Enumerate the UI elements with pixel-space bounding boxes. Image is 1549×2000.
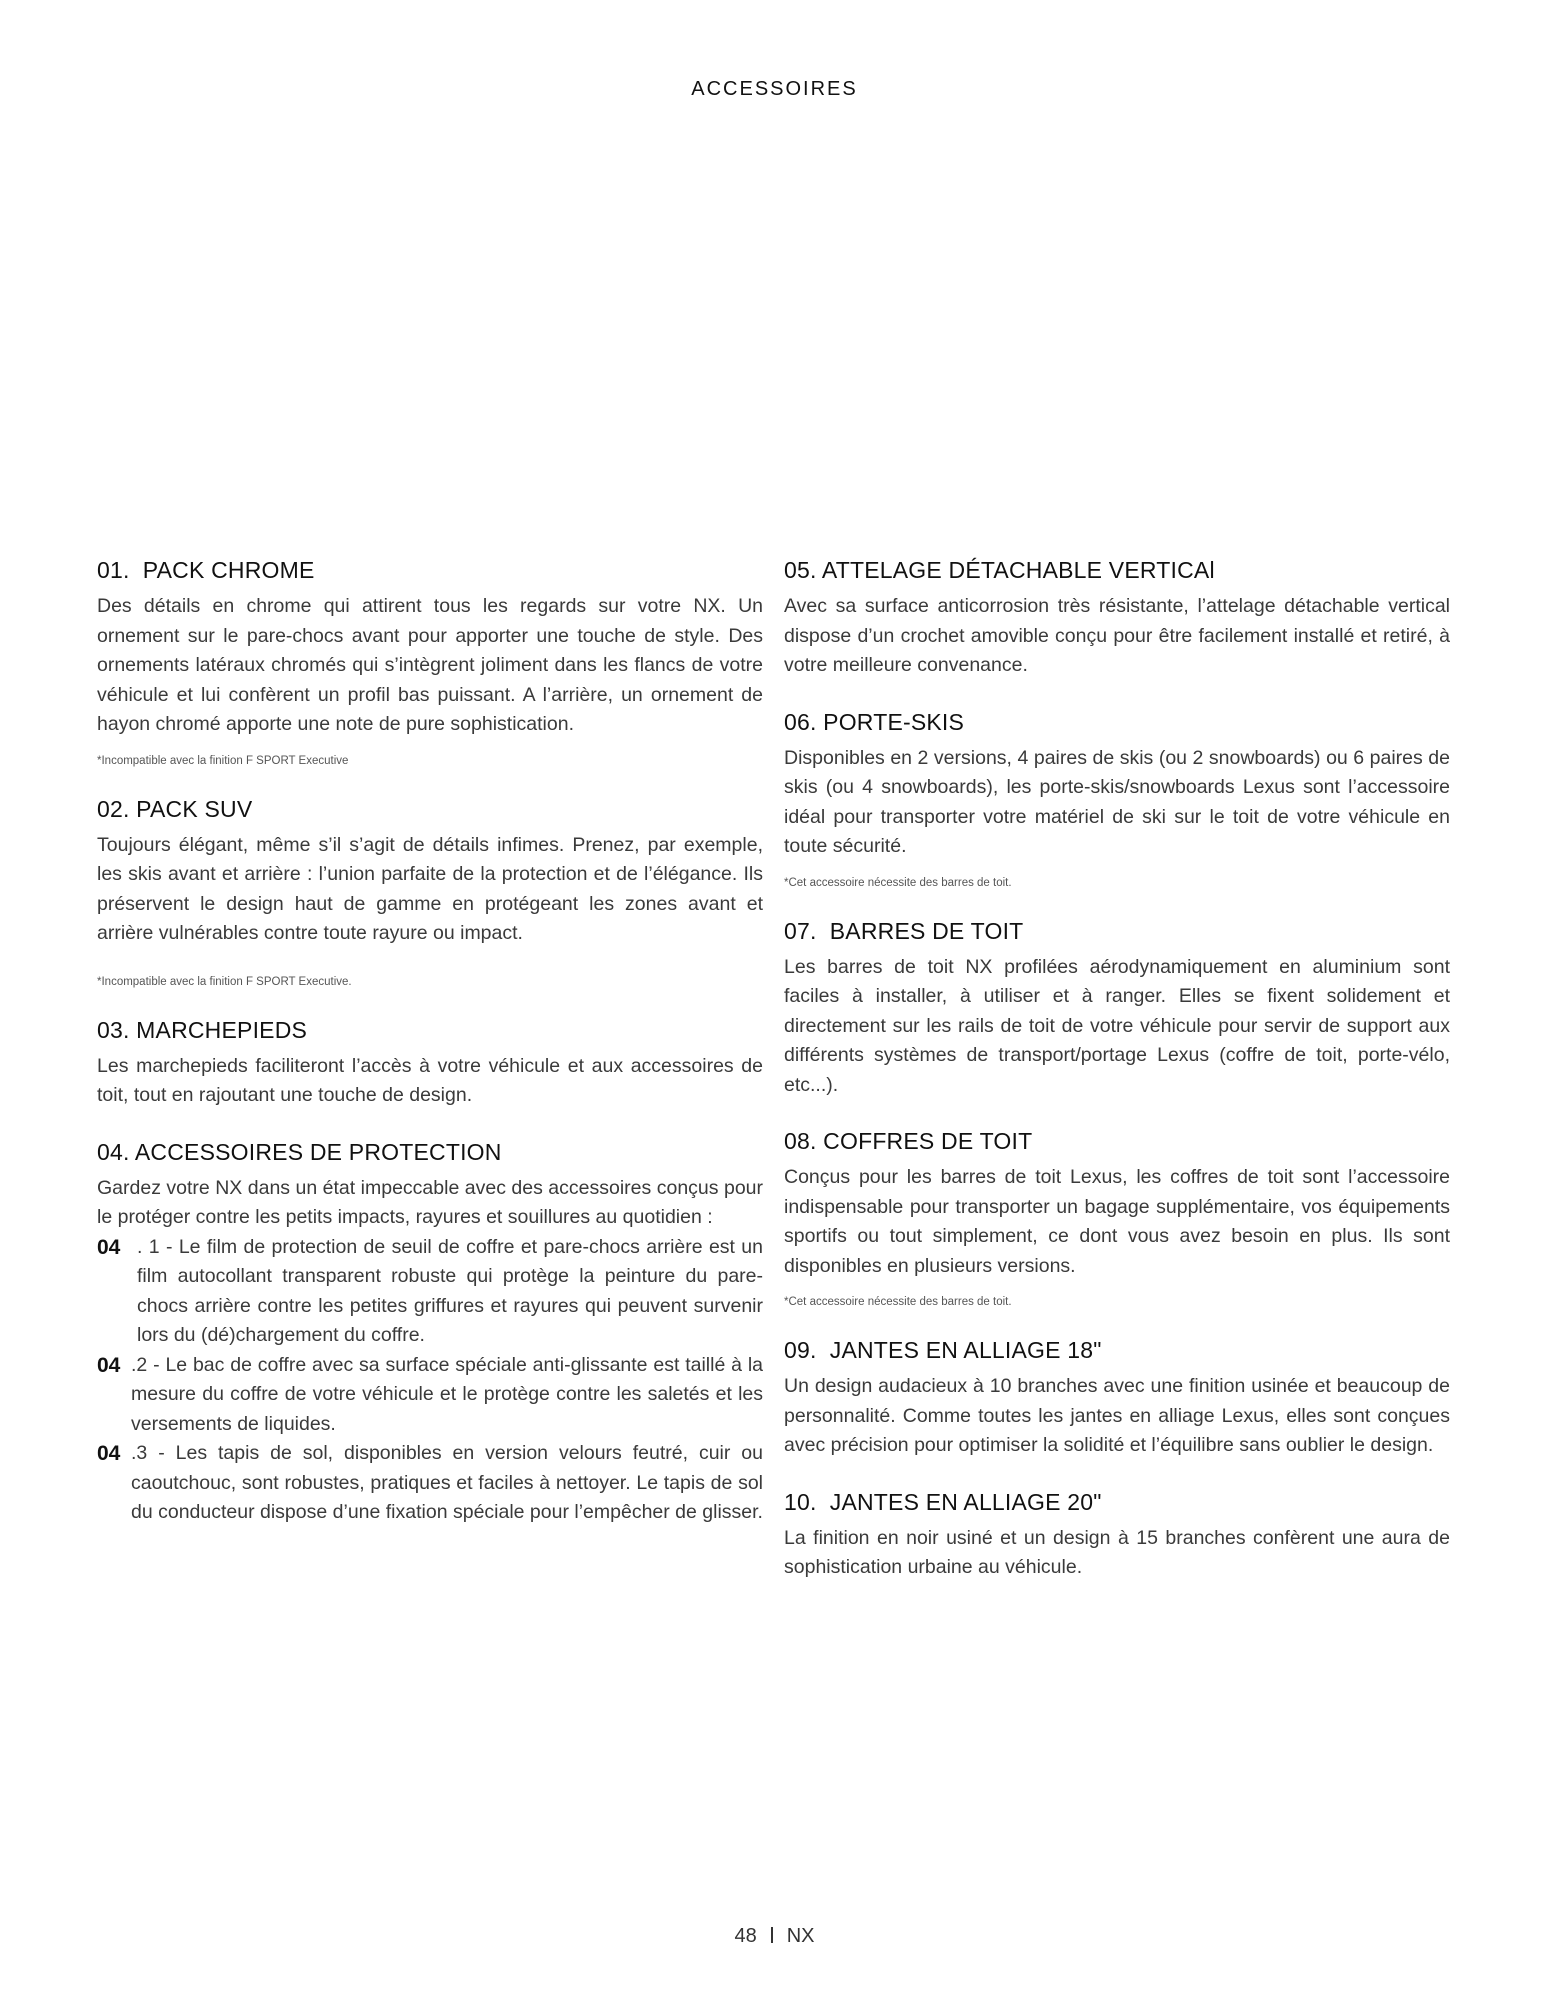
section-attelage: [784, 555, 1450, 681]
list-item: [97, 1233, 763, 1351]
section-accessoires-protection: [97, 1137, 763, 1528]
page-number: 48: [734, 1925, 757, 1947]
section-title: 09. JANTES EN ALLIAGE 18": [784, 1337, 1102, 1363]
section-body: La finition en noir usiné et un design à 15 branches confèrent une aura de sophistication urbaine au véhicule.: [784, 1526, 1450, 1578]
left-column: [97, 555, 763, 1554]
list-item: [97, 1351, 763, 1440]
section-body: Gardez votre NX dans un état impeccable avec des accessoires conçus pour le protéger contre les petits impacts, rayures et souillures au quotidien :: [97, 1176, 763, 1228]
section-title: 07. BARRES DE TOIT: [784, 917, 1024, 944]
section-title: 08. COFFRES DE TOIT: [784, 1128, 1033, 1154]
section-title: 02. PACK SUV: [97, 795, 253, 822]
section-jantes-20: [784, 1487, 1450, 1583]
section-title: 06. PORTE-SKIS: [784, 708, 965, 735]
section-title: 03. MARCHEPIEDS: [97, 1016, 308, 1043]
list-item-number: 04: [97, 1353, 121, 1377]
section-body: Conçus pour les barres de toit Lexus, les coffres de toit sont l’accessoire indispensable pour transporter un bagage supplémentaire, vos équipements sportifs ou tout simplement, ce dont vous avez besoin en plus. Ils sont disponibles en plusieurs versions.: [784, 1166, 1450, 1277]
section-porte-skis: [784, 707, 1450, 890]
list-item-text: Le film de protection de seuil de coffre et pare-chocs arrière est un film autocollant transparent robuste qui protège la peinture du pare-chocs arrière contre les petites griffures et rayures qui peuvent survenir lors du (dé)chargement du coffre.: [137, 1235, 763, 1346]
footnote: *Cet accessoire nécessite des barres de toit.: [784, 1296, 1012, 1308]
list-item: [97, 1439, 763, 1528]
section-title: 04. ACCESSOIRES DE PROTECTION: [97, 1138, 502, 1165]
footer-separator: [771, 1927, 773, 1943]
section-body: Toujours élégant, même s’il s’agit de détails infimes. Prenez, par exemple, les skis avant et arrière : l’union parfaite de la protection et de l’élégance. Ils préservent le design haut de gamme en protégeant les zones avant et arrière vulnérables contre toute rayure ou impact.: [97, 833, 763, 944]
list-item-suffix: .3 -: [131, 1442, 176, 1464]
section-body: Avec sa surface anticorrosion très résistante, l’attelage détachable vertical dispose d’un crochet amovible conçu pour être facilement installé et retiré, à votre meilleure convenance.: [784, 595, 1450, 676]
model-name: NX: [786, 1925, 815, 1947]
section-title: 05. ATTELAGE DÉTACHABLE VERTICAl: [784, 557, 1215, 583]
section-body: Des détails en chrome qui attirent tous les regards sur votre NX. Un ornement sur le pare-chocs avant pour apporter une touche de style. Des ornements latéraux chromés qui s’intègrent joliment dans les flancs de votre véhicule et lui confèrent un profil bas puissant. A l’arrière, un ornement de hayon chromé apporte une note de pure sophistication.: [97, 595, 763, 735]
list-item-suffix: . 1 -: [137, 1235, 179, 1258]
section-title: 10. JANTES EN ALLIAGE 20": [784, 1488, 1102, 1515]
list-item-number: 04: [97, 1442, 121, 1465]
section-body: Un design audacieux à 10 branches avec une finition usinée et beaucoup de personnalité. Comme toutes les jantes en alliage Lexus, elles sont conçues avec précision pour optimiser la solidité et l’équilibre sans oublier le design.: [784, 1375, 1450, 1456]
section-pack-suv: [97, 794, 763, 989]
section-body: Les marchepieds faciliteront l’accès à votre véhicule et aux accessoires de toit, tout en rajoutant une touche de design.: [97, 1054, 763, 1106]
section-title: 01. PACK CHROME: [97, 557, 315, 583]
right-column: [784, 555, 1450, 1609]
footnote: *Incompatible avec la finition F SPORT Executive.: [97, 975, 352, 988]
list-item-suffix: .2 -: [131, 1353, 166, 1376]
section-coffres-de-toit: [784, 1126, 1450, 1309]
section-pack-chrome: [97, 555, 763, 768]
page-footer: [0, 1925, 1549, 1948]
list-item-text: Le bac de coffre avec sa surface spéciale anti-glissante est taillé à la mesure du coffre de votre véhicule et le protège contre les saletés et les versements de liquides.: [131, 1353, 764, 1435]
footnote: *Cet accessoire nécessite des barres de toit.: [784, 876, 1012, 889]
section-barres-de-toit: [784, 916, 1450, 1101]
section-body: Les barres de toit NX profilées aérodynamiquement en aluminium sont faciles à installer, à utiliser et à ranger. Elles se fixent solidement et directement sur les rails de toit de votre véhicule pour servir de support aux différents systèmes de transport/portage Lexus (coffre de toit, porte-vélo, etc...).: [784, 955, 1450, 1096]
footnote: *Incompatible avec la finition F SPORT Executive: [97, 754, 349, 767]
section-jantes-18: [784, 1335, 1450, 1461]
section-body: Disponibles en 2 versions, 4 paires de skis (ou 2 snowboards) ou 6 paires de skis (ou 4 snowboards), les porte-skis/snowboards Lexus sont l’accessoire idéal pour transporter votre matériel de ski sur le toit de votre véhicule en toute sécurité.: [784, 746, 1450, 857]
protection-sub-list: [97, 1233, 763, 1528]
page-header: ACCESSOIRES: [691, 78, 858, 100]
list-item-text: Les tapis de sol, disponibles en version velours feutré, cuir ou caoutchouc, sont robustes, pratiques et faciles à nettoyer. Le tapis de sol du conducteur dispose d’une fixation spéciale pour l’empêcher de glisser.: [131, 1442, 763, 1523]
section-marchepieds: [97, 1015, 763, 1111]
list-item-number: 04: [97, 1235, 121, 1259]
